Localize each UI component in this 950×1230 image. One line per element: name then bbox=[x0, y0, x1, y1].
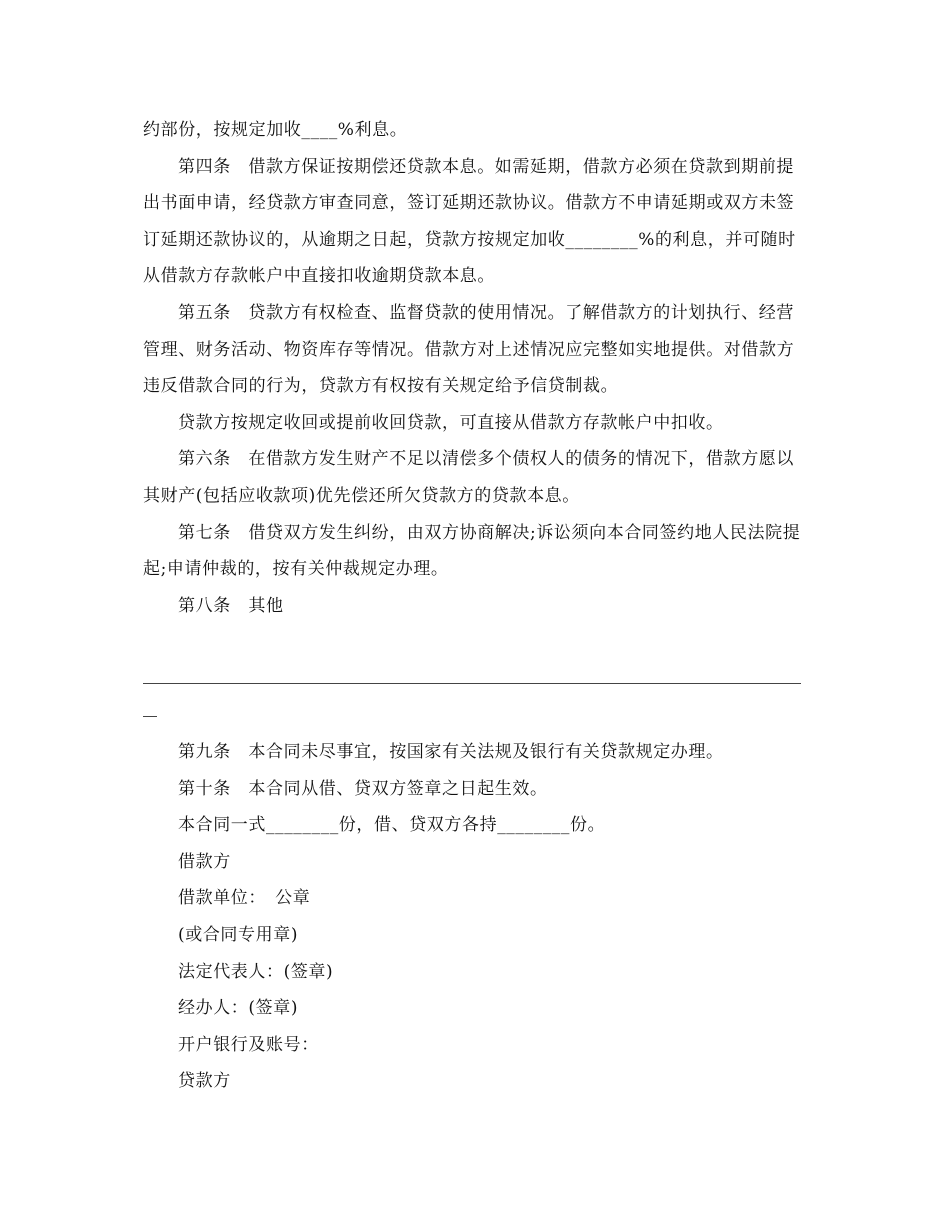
borrower-heading: 借款方 bbox=[178, 851, 231, 872]
article-6: 第六条 在借款方发生财产不足以清偿多个债权人的债务的情况下，借款方愿以其财产(包括应收款项)优先偿还所欠贷款方的贷款本息。 bbox=[143, 449, 794, 506]
article-7: 第七条 借贷双方发生纠纷，由双方协商解决;诉讼须向本合同签约地人民法院提起;申请仲裁的，按有关仲裁规定办理。 bbox=[143, 522, 801, 580]
handler: 经办人：(签章) bbox=[178, 998, 299, 1019]
article-10: 第十条 本合同从借、贷双方签章之日起生效。 bbox=[178, 778, 548, 799]
article-8: 第八条 其他 bbox=[178, 595, 284, 616]
lender-heading: 贷款方 bbox=[178, 1071, 231, 1092]
contract-seal-note: (或合同专用章) bbox=[178, 925, 299, 946]
article-4: 第四条 借款方保证按期偿还贷款本息。如需延期，借款方必须在贷款到期前提出书面申请，经贷款方审查同意，签订延期还款协议。借款方不申请延期或双方未签订延期还款协议的，从逾期之日起，贷款方按规定加收________%的利息，并可随时从借款方存款帐户中直接扣收逾期贷款本息。 bbox=[143, 156, 796, 287]
underline-rule-tail bbox=[143, 716, 157, 717]
fill-in-rule bbox=[143, 661, 808, 698]
underline-rule bbox=[143, 665, 801, 684]
article-9: 第九条 本合同未尽事宜，按国家有关法规及银行有关贷款规定办理。 bbox=[178, 742, 724, 763]
fill-in-rule-tail bbox=[143, 698, 808, 735]
article-5: 第五条 贷款方有权检查、监督贷款的使用情况。了解借款方的计划执行、经营管理、财务活动、物资库存等情况。借款方对上述情况应完整如实地提供。对借款方违反借款合同的行为，贷款方有权按有关规定给予信贷制裁。 bbox=[143, 302, 795, 397]
borrower-unit: 借款单位： 公章 bbox=[178, 888, 311, 909]
copies-line: 本合同一式________份，借、贷双方各持________份。 bbox=[178, 815, 606, 836]
blank-line bbox=[143, 624, 808, 661]
article-5-note: 贷款方按规定收回或提前收回贷款，可直接从借款方存款帐户中扣收。 bbox=[178, 412, 724, 433]
legal-representative: 法定代表人：(签章) bbox=[178, 961, 334, 982]
bank-account: 开户银行及账号： bbox=[178, 1034, 319, 1055]
document-page bbox=[143, 112, 808, 1100]
paragraph-continuation: 约部份，按规定加收____%利息。 bbox=[143, 120, 408, 140]
